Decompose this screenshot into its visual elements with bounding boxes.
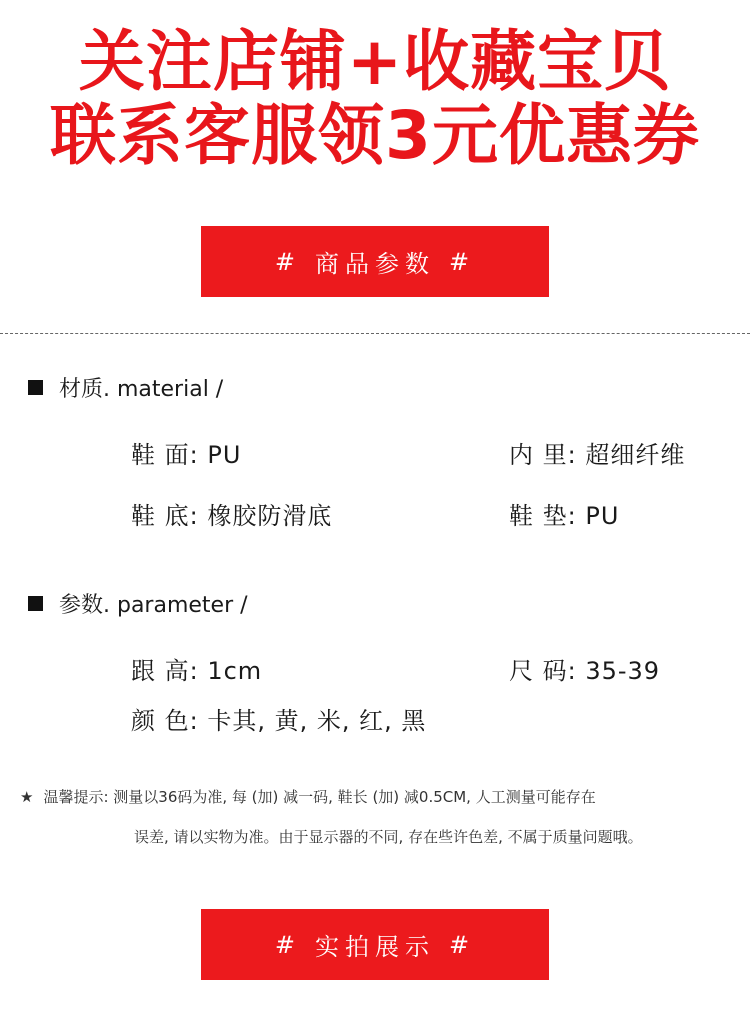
real-photos-banner <box>201 909 549 980</box>
material-heading <box>28 372 223 403</box>
dashed-divider <box>0 333 750 334</box>
spec-heel-height: 跟 高: 1cm <box>131 657 263 685</box>
square-bullet-icon <box>28 380 43 395</box>
hash-left: # <box>274 247 301 276</box>
promo-line-follow: 关注店铺+收藏宝贝 <box>78 23 672 100</box>
square-bullet-icon <box>28 596 43 611</box>
material-heading-text: 材质. material / <box>59 377 224 402</box>
banner-title: 商品参数 <box>315 250 435 278</box>
spec-lining: 内 里: 超细纤维 <box>509 441 686 469</box>
spec-insole: 鞋 垫: PU <box>509 502 620 530</box>
star-icon: ★ <box>20 788 34 806</box>
banner-title: 实拍展示 <box>315 933 435 961</box>
spec-sole: 鞋 底: 橡胶防滑底 <box>131 502 333 530</box>
spec-upper: 鞋 面: PU <box>131 441 242 469</box>
hash-right: # <box>449 247 476 276</box>
promo-line-coupon: 联系客服领3元优惠券 <box>50 97 700 174</box>
hash-left: # <box>274 930 301 959</box>
spec-colors: 颜 色: 卡其, 黄, 米, 红, 黑 <box>131 707 427 735</box>
hash-right: # <box>449 930 476 959</box>
parameter-heading <box>28 588 248 619</box>
product-params-banner <box>201 226 549 297</box>
parameter-heading-text: 参数. parameter / <box>59 593 248 618</box>
warm-tip-text-1: 温馨提示: 测量以36码为准, 每 (加) 减一码, 鞋长 (加) 减0.5CM, 人工测量可能存在 <box>43 788 596 806</box>
warm-tip-line-1 <box>20 786 596 807</box>
warm-tip-line-2: 误差, 请以实物为准。由于显示器的不同, 存在些许色差, 不属于质量问题哦。 <box>134 828 643 846</box>
spec-size: 尺 码: 35-39 <box>509 657 661 685</box>
